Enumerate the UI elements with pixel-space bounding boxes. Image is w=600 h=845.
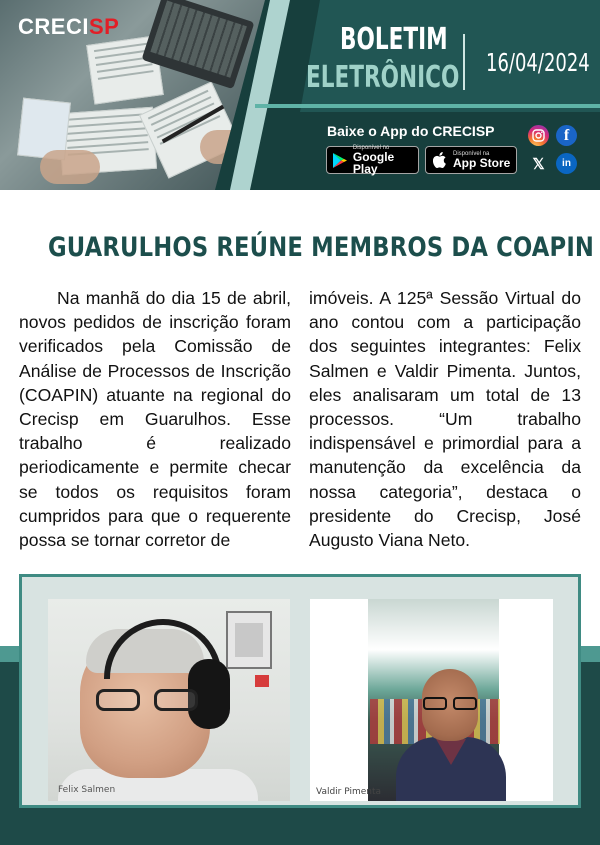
- bulletin-title-line1: BOLETIM: [340, 22, 448, 57]
- app-store-small-label: Disponível na: [453, 151, 490, 157]
- logo-text-white: CRECI: [18, 14, 89, 39]
- app-download-prompt: Baixe o App do CRECISP: [327, 123, 495, 139]
- google-play-label: Google Play: [352, 150, 395, 176]
- apple-icon: [431, 151, 449, 169]
- newsletter-header: [0, 0, 600, 190]
- red-object: [255, 675, 269, 687]
- x-icon[interactable]: 𝕏: [532, 155, 545, 173]
- glasses: [421, 697, 479, 711]
- instagram-icon[interactable]: [528, 125, 549, 146]
- header-accent-line: [255, 104, 600, 108]
- google-play-button[interactable]: [326, 146, 419, 174]
- bulletin-date: 16/04/2024: [486, 48, 590, 77]
- meeting-photo-valdir: [310, 599, 553, 801]
- meeting-photo-felix: [48, 599, 290, 801]
- footer-strip: [0, 808, 600, 845]
- google-play-icon: [332, 151, 349, 169]
- article-paragraph-part2: imóveis. A 125ª Sessão Virtual do ano contou com a participação dos seguintes integrantes: Felix Salmen e Valdir Pimenta. Juntos, eles analisaram um total de 13 processos. “Um trabalho indispensável e primordial para a manutenção da excelência da nossa categoria”, destaca o presidente do Crecisp, José Augusto Viana Neto.: [309, 288, 581, 551]
- facebook-icon[interactable]: f: [556, 125, 577, 146]
- glasses: [96, 689, 200, 711]
- bulletin-title-line2: ELETRÔNICO: [306, 60, 460, 95]
- article-column-right: [309, 286, 581, 552]
- article-headline: GUARULHOS REÚNE MEMBROS DA COAPIN: [48, 232, 595, 263]
- logo-text-red: SP: [88, 14, 120, 39]
- photo-caption-left: Felix Salmen: [58, 785, 116, 795]
- hand: [40, 150, 100, 184]
- article-column-left: [19, 286, 291, 552]
- photo-caption-right: Valdir Pimenta: [316, 787, 382, 797]
- title-divider: [463, 34, 465, 90]
- linkedin-icon[interactable]: in: [556, 153, 577, 174]
- wall-picture: [226, 611, 272, 669]
- article-paragraph-part1: Na manhã do dia 15 de abril, novos pedidos de inscrição foram verificados pela Comissão de Análise de Processos de Inscrição (COAPIN) atuante na regional do Crecisp em Guarulhos. Esse trabalho é realizado periodicamente e permite checar se todos os requisitos foram cumpridos para que o requerente possa se tornar corretor de: [19, 288, 291, 551]
- creci-logo[interactable]: [18, 14, 119, 40]
- app-store-label: App Store: [453, 156, 511, 170]
- google-play-small-label: Disponível no: [352, 145, 390, 151]
- app-store-button[interactable]: [425, 146, 517, 174]
